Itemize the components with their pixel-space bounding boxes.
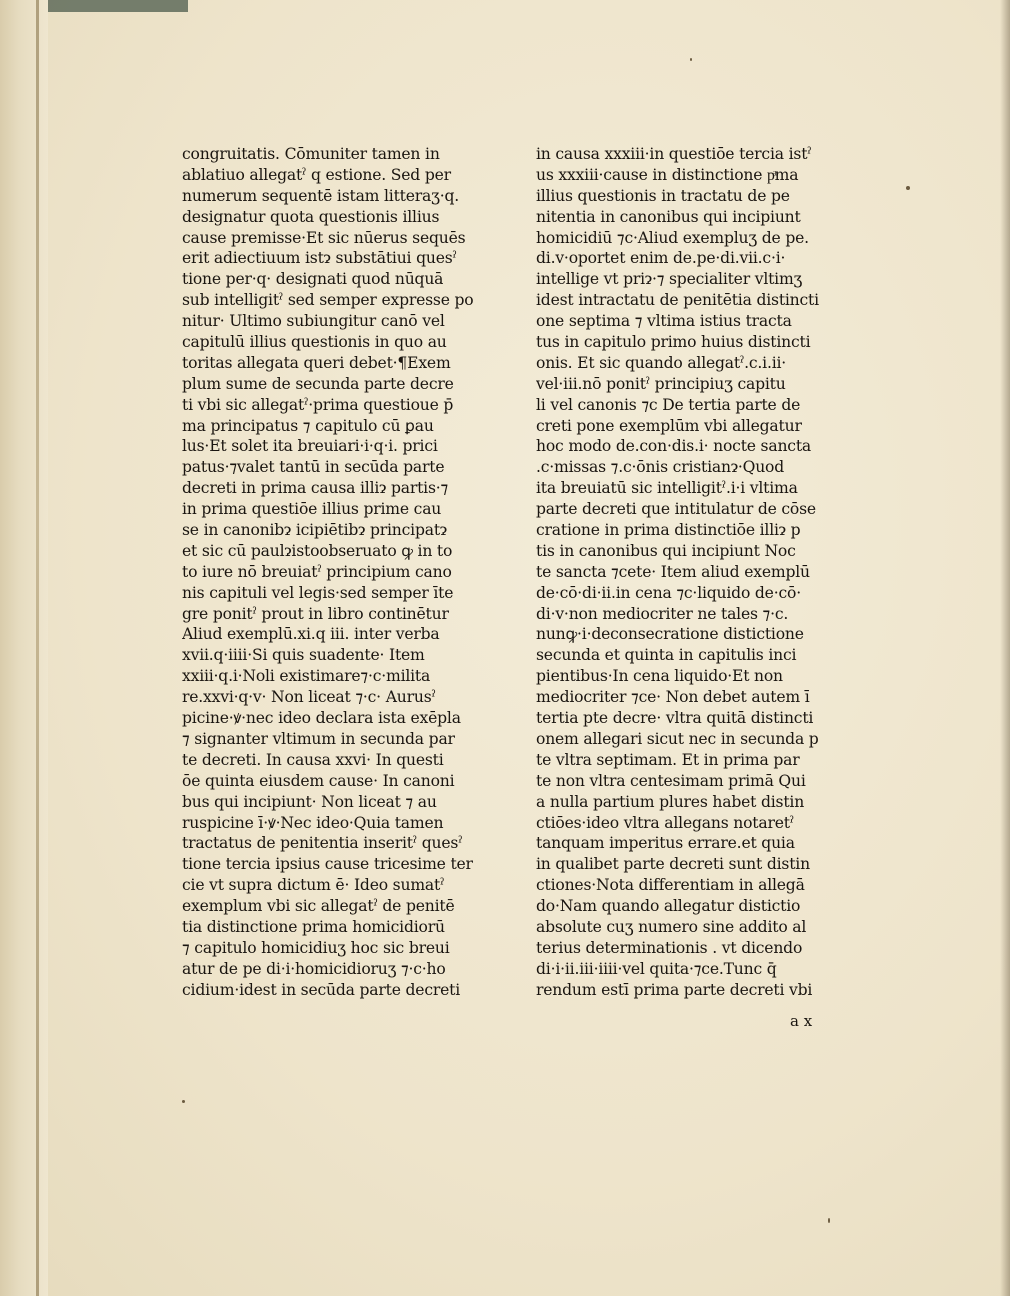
text-line: onem allegari sicut nec in secunda p <box>536 729 819 748</box>
text-line: atur de pe di·i·homicidioruʒ ⁊·c·ho <box>182 959 446 978</box>
text-line: se in canonibɂ icipiētibɂ principatɂ <box>182 521 447 540</box>
paper-speck <box>182 1100 185 1103</box>
text-line: congruitatis. Cōmuniter tamen in <box>182 145 440 163</box>
paper-speck <box>906 186 910 190</box>
text-line: cie vt supra dictum ē· Ideo sumatˀ <box>182 876 445 895</box>
text-line: ōe quinta eiusdem cause· In canoni <box>182 771 455 790</box>
text-line: te non vltra centesimam primā Qui <box>536 771 806 790</box>
text-line: creti pone exemplūm vbi allegatur <box>536 416 802 435</box>
text-line: parte decreti que intitulatur de cōse <box>536 500 816 519</box>
text-line: tione per·q· designati quod nūquā <box>182 270 444 289</box>
text-line: ⁊ signanter vltimum in secunda par <box>182 729 455 748</box>
text-line: de·cō·di·ii.in cena ⁊c·liquido de·cō· <box>536 583 801 602</box>
text-line: tus in capitulo primo huius distincti <box>536 333 811 352</box>
text-line: ma principatus ⁊ capitulo cū ꝑau <box>182 416 434 435</box>
text-line: vel·iii.nō ponitˀ principiuʒ capitu <box>536 374 786 393</box>
text-line: a nulla partium plures habet distin <box>536 792 805 811</box>
text-line: capitulū illius questionis in quo au <box>182 333 447 352</box>
text-line: designatur quota questionis illius <box>182 207 440 226</box>
text-line: tanquam imperitus errare.et quia <box>536 834 795 853</box>
text-line: ctiōes·ideo vltra allegans notaretˀ <box>536 813 794 832</box>
text-line: one septima ⁊ vltima istius tracta <box>536 312 792 331</box>
text-line: tia distinctione prima homicidiorū <box>182 917 445 936</box>
text-line: gre ponitˀ prout in libro continētur <box>182 604 449 623</box>
text-line: cause premisse·Et sic nūerus sequēs <box>182 228 466 247</box>
binding-gutter <box>0 0 48 1296</box>
text-line: te vltra septimam. Et in prima par <box>536 750 800 769</box>
text-line: te decreti. In causa xxvi· In questi <box>182 750 444 769</box>
text-line: picine·ꝟ·nec ideo declara ista exēpla <box>182 709 461 728</box>
text-line: nitentia in canonibus qui incipiunt <box>536 207 801 226</box>
text-line: ctiones·Nota differentiam in allegā <box>536 876 805 895</box>
text-line: ablatiuo allegatˀ q estione. Sed per <box>182 165 451 184</box>
text-line: idest intractatu de penitētia distincti <box>536 291 819 310</box>
text-line: mediocriter ⁊ce· Non debet autem ī <box>536 688 810 707</box>
text-line: in qualibet parte decreti sunt distin <box>536 855 810 874</box>
text-line: tractatus de penitentia inseritˀ quesˀ <box>182 834 463 853</box>
text-line: et sic cū paulɂistoobseruato ꝙ in to <box>182 541 453 560</box>
text-line: plum sume de secunda parte decre <box>182 374 454 393</box>
text-line: us xxxiii·cause in distinctione pͣma <box>536 165 799 184</box>
text-line: exemplum vbi sic allegatˀ de penitē <box>182 897 455 916</box>
text-line: ⁊ capitulo homicidiuʒ hoc sic breui <box>182 938 450 957</box>
text-line: toritas allegata queri debet·¶Exem <box>182 353 451 372</box>
signature-mark: a x <box>790 1012 813 1030</box>
text-line: cidium·idest in secūda parte decreti <box>182 980 460 999</box>
page-edge-shadow <box>1000 0 1010 1296</box>
text-line: homicidiū ⁊c·Aliud exempluʒ de pe. <box>536 228 809 247</box>
page-fold-line <box>36 0 39 1296</box>
text-line: xxiii·q.i·Noli existimare⁊·c·milita <box>182 667 431 686</box>
text-line: lus·Et solet ita breuiari·i·q·i. prici <box>182 437 438 456</box>
paper-speck <box>690 58 692 61</box>
text-line: absolute cuʒ numero sine addito al <box>536 917 807 936</box>
text-line: erit adiectiuum istɂ substātiui quesˀ <box>182 249 457 268</box>
text-line: ruspicine ī·ꝟ·Nec ideo·Quia tamen <box>182 813 444 832</box>
text-line: nitur· Ultimo subiungitur canō vel <box>182 312 445 331</box>
text-line: tertia pte decre· vltra quitā distincti <box>536 709 814 728</box>
text-line: li vel canonis ⁊c De tertia parte de <box>536 395 801 414</box>
text-line: to iure nō breuiatˀ principium cano <box>182 562 452 581</box>
text-line: xvii.q·iiii·Si quis suadente· Item <box>182 646 425 665</box>
binding-strip <box>48 0 188 12</box>
text-line: cratione in prima distinctiōe illiɂ p <box>536 521 801 540</box>
text-line: secunda et quinta in capitulis inci <box>536 646 797 665</box>
text-line: rendum estī prima parte decreti vbi <box>536 980 813 999</box>
text-line: nunꝙ·i·deconsecratione distictione <box>536 625 804 644</box>
text-line: ita breuiatū sic intelligitˀ.i·i vltima <box>536 479 798 498</box>
text-line: illius questionis in tractatu de pe <box>536 186 790 205</box>
text-line: sub intelligitˀ sed semper expresse po <box>182 291 474 310</box>
text-line: nis capituli vel legis·sed semper īte <box>182 583 454 602</box>
text-line: pientibus·In cena liquido·Et non <box>536 667 783 686</box>
text-line: bus qui incipiunt· Non liceat ⁊ au <box>182 792 437 811</box>
text-line: intellige vt priɂ·⁊ specialiter vltimʒ <box>536 270 803 289</box>
text-line: .c·missas ⁊.c·ōnis cristianɂ·Quod <box>536 458 785 477</box>
text-line: do·Nam quando allegatur distictio <box>536 897 801 916</box>
text-line: te sancta ⁊cete· Item aliud exemplū <box>536 562 810 581</box>
text-line: hoc modo de.con·dis.i· nocte sancta <box>536 437 811 456</box>
text-line: di·i·ii.iii·iiii·vel quita·⁊ce.Tunc q̄ <box>536 959 777 978</box>
text-line: di.v·oportet enim de.pe·di.vii.c·i· <box>536 249 786 268</box>
text-line: in causa xxxiii·in questiōe tercia istˀ <box>536 145 812 163</box>
text-line: in prima questiōe illius prime cau <box>182 500 442 519</box>
text-line: onis. Et sic quando allegatˀ.c.i.ii· <box>536 353 787 372</box>
text-line: tione tercia ipsius cause tricesime ter <box>182 855 473 874</box>
text-line: re.xxvi·q·v· Non liceat ⁊·c· Aurusˀ <box>182 688 436 707</box>
text-line: numerum sequentē istam litteraʒ·q. <box>182 186 460 205</box>
right-text-column <box>536 144 826 1001</box>
text-line: di·v·non mediocriter ne tales ⁊·c. <box>536 604 789 623</box>
paper-speck <box>828 1218 830 1223</box>
text-line: ti vbi sic allegatˀ·prima questioue p̄ <box>182 395 454 414</box>
left-text-column <box>182 144 482 1001</box>
text-line: patus·⁊valet tantū in secūda parte <box>182 458 445 477</box>
text-line: decreti in prima causa illiɂ partis·⁊ <box>182 479 449 498</box>
text-line: tis in canonibus qui incipiunt Noc <box>536 541 796 560</box>
text-line: Aliud exemplū.xi.q iii. inter verba <box>182 625 440 644</box>
text-line: terius determinationis . vt dicendo <box>536 938 803 957</box>
